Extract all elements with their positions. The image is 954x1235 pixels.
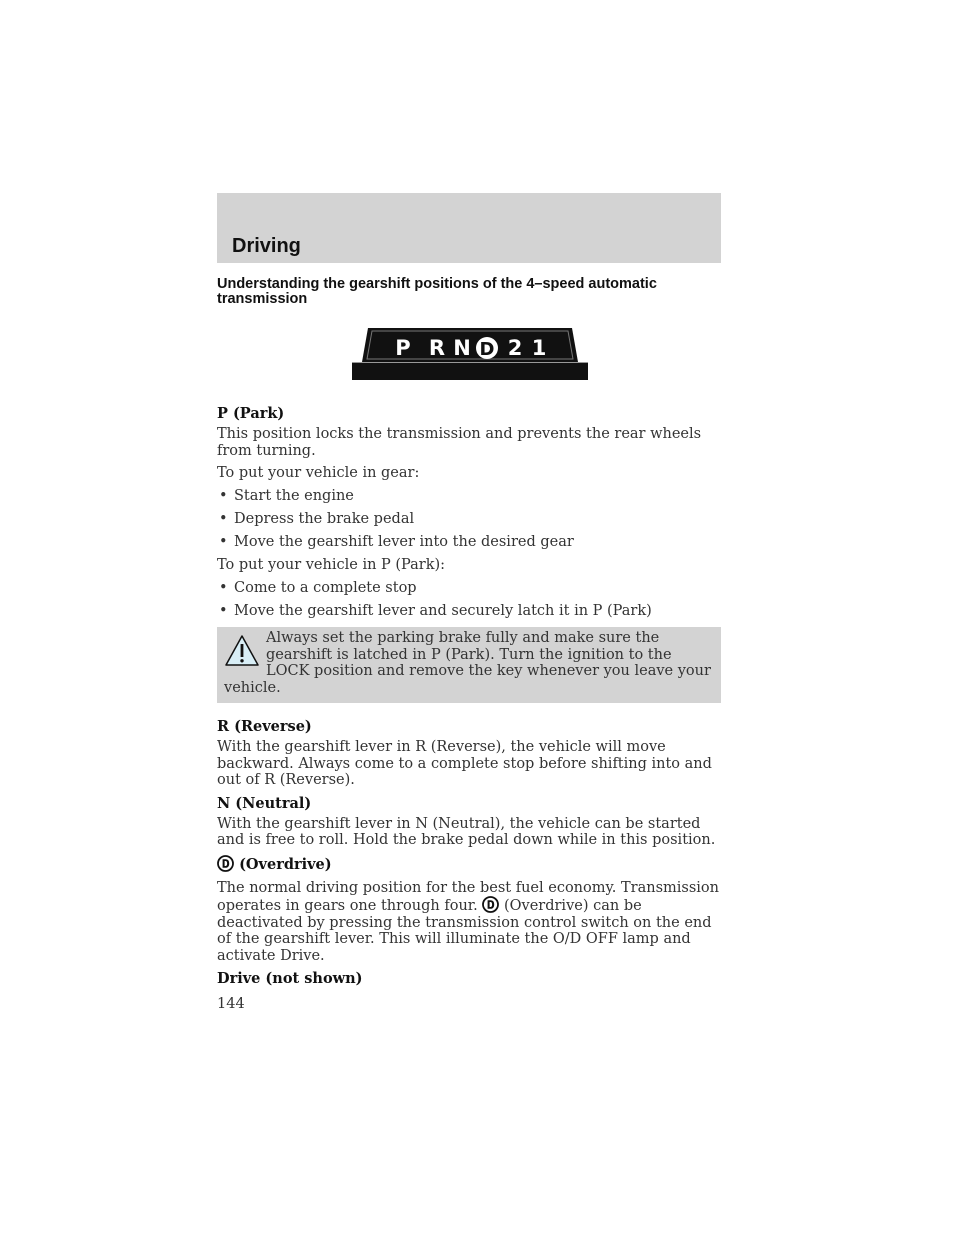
park-title: P (Park) — [217, 405, 285, 422]
drive-title: Drive (not shown) — [217, 970, 363, 987]
list-item: • Start the engine — [219, 488, 354, 504]
reverse-title: R (Reverse) — [217, 718, 312, 735]
neutral-text: With the gearshift lever in N (Neutral), the vehicle can be started and is free to roll. Hold the brake pedal down while in this position. — [217, 815, 716, 848]
overdrive-text: The normal driving position for the best fuel economy. Transmission operates in gears one through four. (Overdrive) can be deactivated by pressing the transmission control switch on the end of the gearshift lever. This will illuminate the O/D OFF lamp and activate Drive. — [217, 879, 719, 964]
page-number: 144 — [217, 996, 245, 1012]
park-in-gear-steps — [217, 488, 721, 551]
list-item: • Depress the brake pedal — [219, 511, 415, 527]
park-in-gear-intro: To put your vehicle in gear: — [217, 465, 420, 481]
section-title: Driving — [232, 235, 301, 257]
park-description: This position locks the transmission and prevents the rear wheels from turning. — [217, 426, 702, 459]
reverse-text: With the gearshift lever in R (Reverse), the vehicle will move backward. Always come to a complete stop before shifting into and out of R (Reverse). — [217, 739, 712, 788]
page-heading: Understanding the gearshift positions of the 4–speed automatic transmission — [217, 276, 657, 307]
warning-text: Always set the parking brake fully and make sure the gearshift is latched in P (Park). Turn the ignition to the LOCK position and remove the key whenever you leave your vehicle. — [224, 630, 711, 696]
neutral-title: N (Neutral) — [217, 794, 312, 812]
gear-indicator-base — [352, 362, 588, 380]
list-item: • Move the gearshift lever and securely latch it in P (Park) — [219, 602, 652, 619]
section-header-bar — [217, 193, 721, 263]
list-item: • Come to a complete stop — [219, 579, 417, 596]
overdrive-title — [217, 855, 721, 873]
gear-letter-p: P — [395, 336, 411, 360]
gear-letter-n: N — [453, 336, 471, 360]
overdrive-d-icon — [482, 896, 499, 913]
manual-page — [217, 193, 721, 1012]
gear-letter-r: R — [428, 336, 446, 360]
warning-box — [217, 627, 721, 703]
gear-indicator — [352, 326, 588, 380]
gear-letter-d: D — [479, 339, 495, 360]
overdrive-d-icon — [217, 855, 234, 872]
gear-letter-2: 2 — [507, 336, 523, 360]
park-in-park-steps — [217, 580, 721, 620]
list-item: • Move the gearshift lever into the desired gear — [219, 534, 574, 550]
gear-letter-1: 1 — [531, 336, 547, 360]
warning-triangle-icon — [224, 634, 260, 668]
overdrive-title-text: (Overdrive) — [239, 855, 332, 873]
park-in-park-intro: To put your vehicle in P (Park): — [217, 556, 446, 573]
